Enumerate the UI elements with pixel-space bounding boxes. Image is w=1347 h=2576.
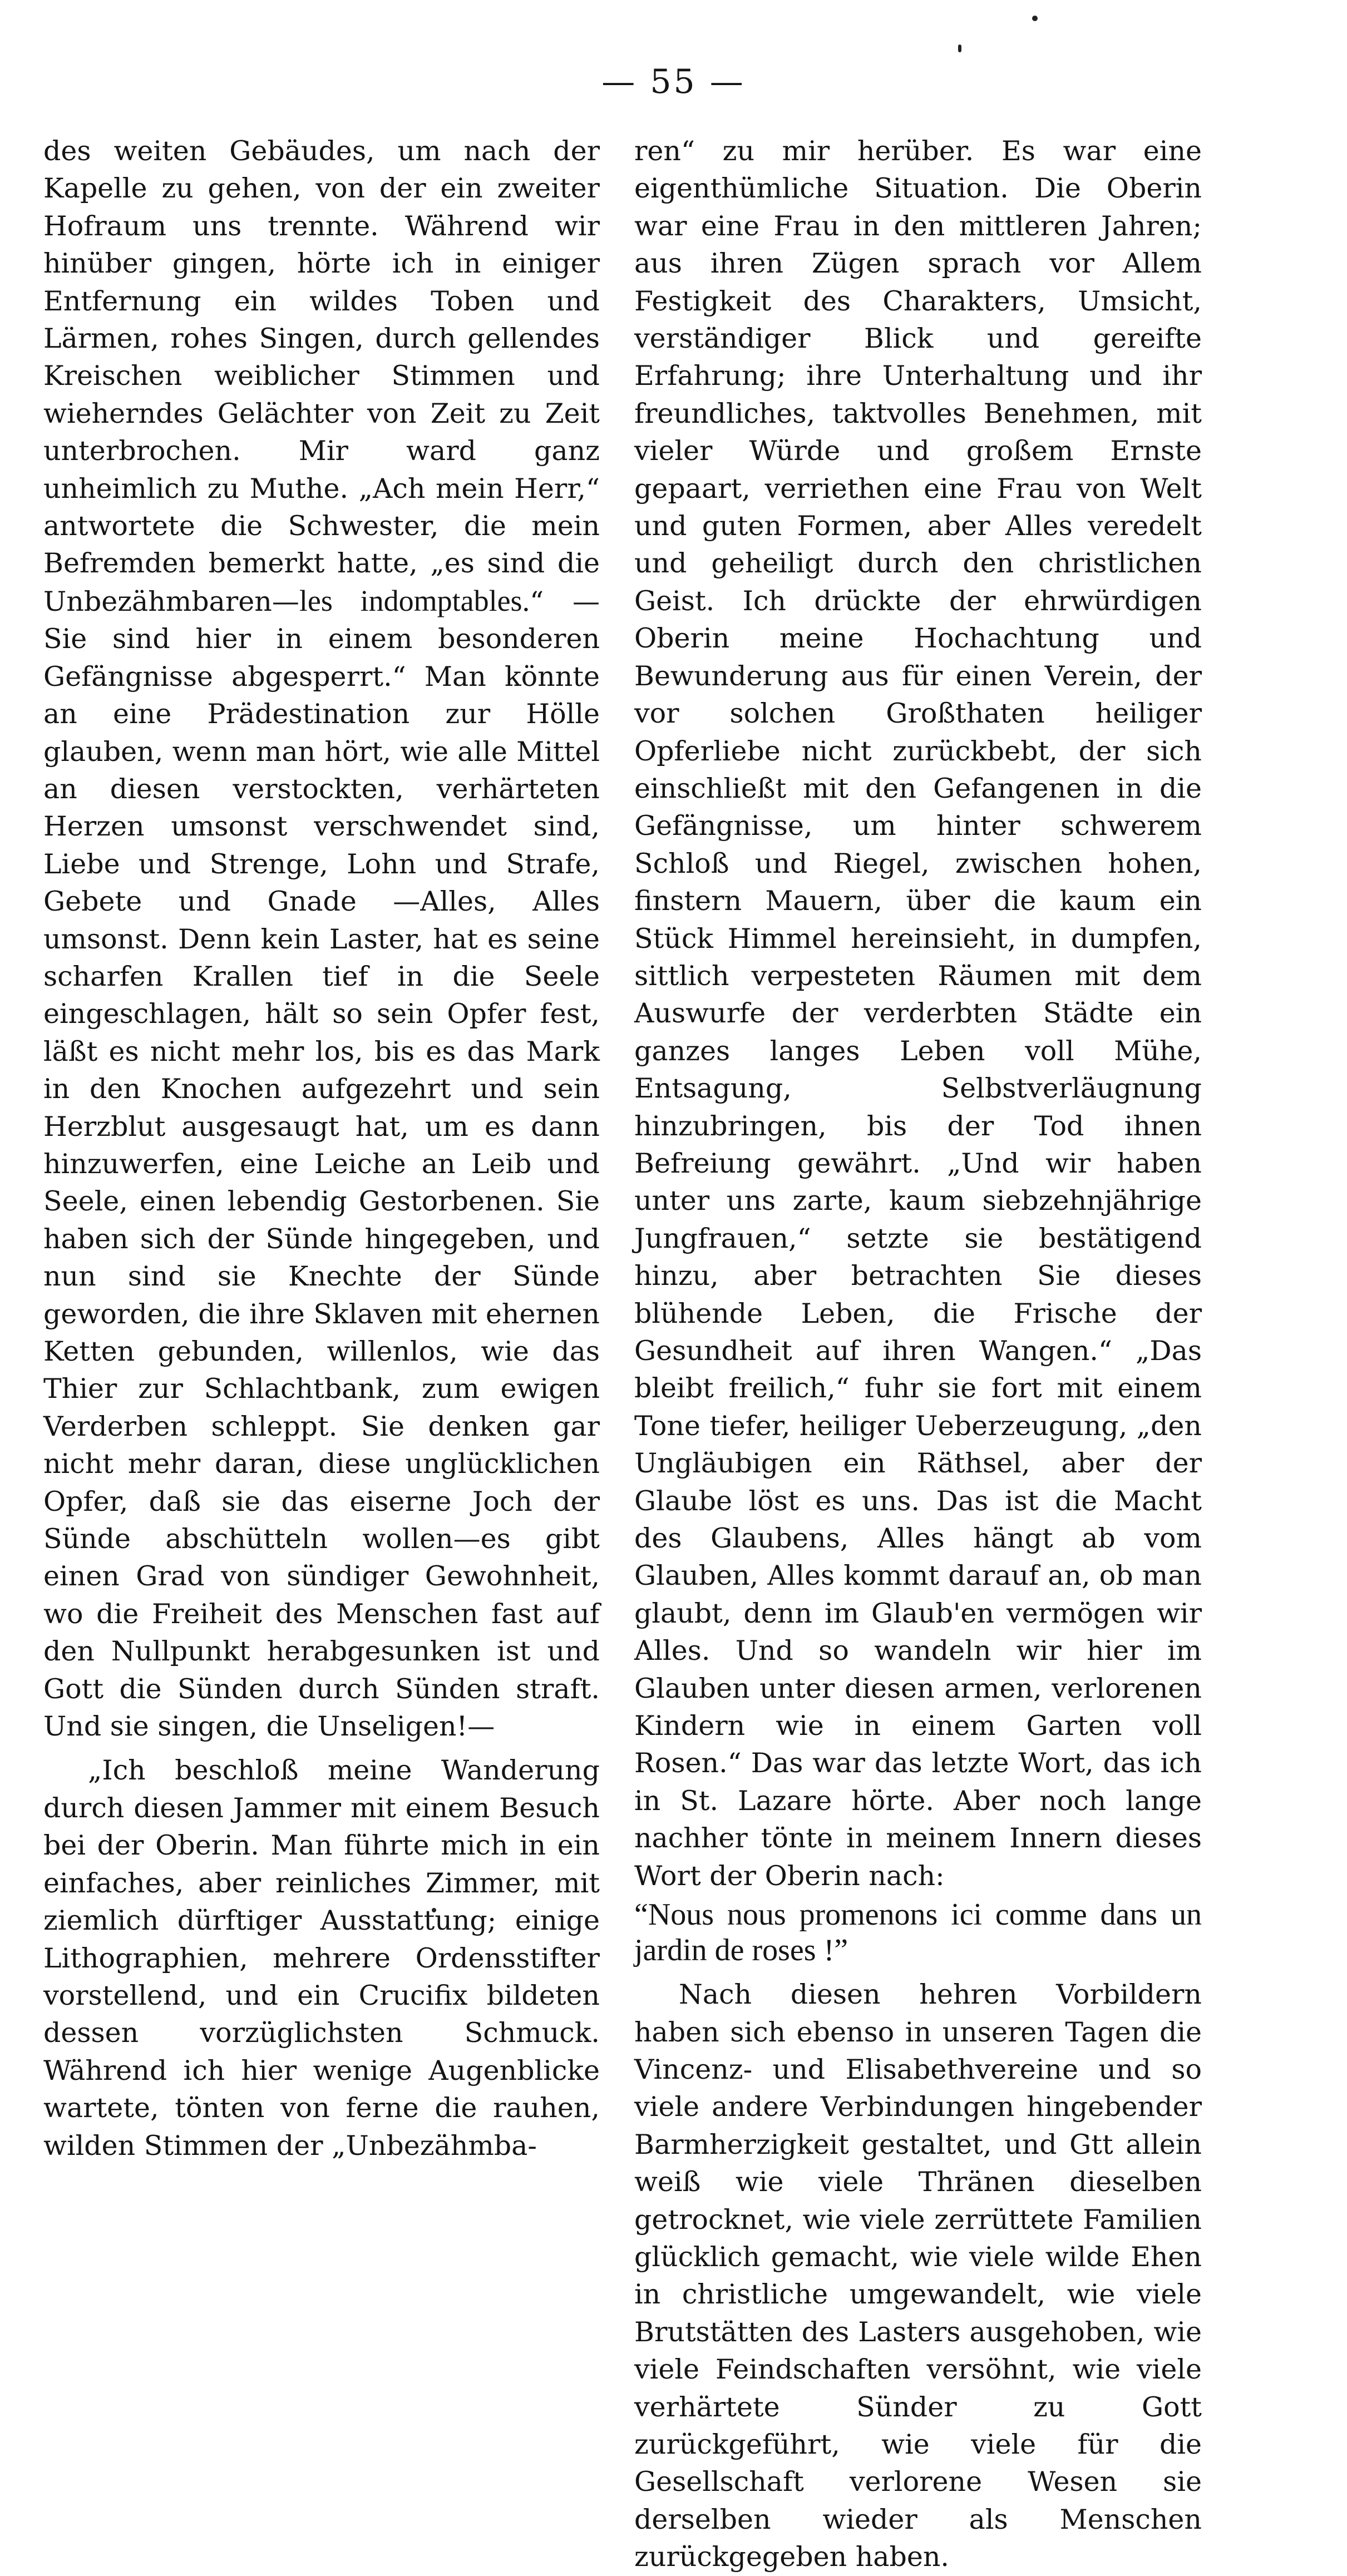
ink-speck <box>1032 16 1038 21</box>
page-number: — 55 — <box>601 62 746 101</box>
left-paragraph-1-continuation: “ — Sie sind hier in einem besonderen Gefängnisse abgesperrt.“ Man könnte an eine Prädestination zur Hölle glauben, wenn man hört, wie alle Mittel an diesen verstockten, verhärteten Herzen umsonst verschwendet sind, Liebe und Strenge, Lohn und Strafe, Gebete und Gnade —Alles, Alles umsonst. Denn kein Laster, hat es seine scharfen Krallen tief in die Seele eingeschlagen, hält so sein Opfer fest, läßt es nicht mehr los, bis es das Mark in den Knochen aufgezehrt und sein Herzblut ausgesaugt hat, um es dann hinzuwerfen, eine Leiche an Leib und Seele, einen lebendig Gestorbenen. Sie haben sich der Sünde hingegeben, und nun sind sie Knechte der Sünde geworden, die ihre Sklaven mit ehernen Ketten gebunden, willenlos, wie das Thier zur Schlachtbank, zum ewigen Verderben schleppt. Sie denken gar nicht mehr daran, diese unglücklichen Opfer, daß sie das eiserne Joch der Sünde abschütteln wollen—es gibt einen Grad von sündiger Gewohnheit, wo die Freiheit des Menschen fast auf den Nullpunkt herabgesunken ist und Gott die Sünden durch Sünden straft. Und sie singen, die Unseligen!— <box>43 585 600 1743</box>
right-paragraph-2: Nach diesen hehren Vorbildern haben sich ebenso in unseren Tagen die Vincenz- und Elisabethvereine und so viele andere Verbindungen hingebender Barmherzigkeit gestaltet, und Gtt allein weiß wie viele Thränen dieselben getrocknet, wie viele zerrüttete Familien glücklich gemacht, wie viele wilde Ehen in christliche umgewandelt, wie viele Brutstätten des Lasters ausgehoben, wie viele Feindschaften versöhnt, wie viele verhärtete Sünder zu Gott zurückgeführt, wie viele für die Gesellschaft verlorene Wesen sie derselben wieder als Menschen zurückgegeben haben. <box>634 1979 1202 2573</box>
french-quote: “Nous nous promenons ici comme dans un jardin de roses !” <box>634 1897 1202 1968</box>
left-paragraph-2: „Ich beschloß meine Wanderung durch diesen Jammer mit einem Besuch bei der Oberin. Man führte mich in ein einfaches, aber reinliches Zimmer, mit ziemlich dürftiger Ausstattung; einige Lithographien, mehrere Ordensstifter vorstellend, und ein Crucifix bildeten dessen vorzüglichsten Schmuck. Während ich hier wenige Augenblicke wartete, tönten von ferne die rauhen, wilden Stimmen der „Unbezähmba- <box>43 1754 600 2162</box>
right-paragraph-1: ren“ zu mir herüber. Es war eine eigenthümliche Situation. Die Oberin war eine Frau in den mittleren Jahren; aus ihren Zügen sprach vor Allem Festigkeit des Charakters, Umsicht, verständiger Blick und gereifte Erfahrung; ihre Unterhaltung und ihr freundliches, taktvolles Benehmen, mit vieler Würde und großem Ernste gepaart, verriethen eine Frau von Welt und guten Formen, aber Alles veredelt und geheiligt durch den christlichen Geist. Ich drückte der ehrwürdigen Oberin meine Hochachtung und Bewunderung aus für einen Verein, der vor solchen Großthaten heiliger Opferliebe nicht zurückbebt, der sich einschließt mit den Gefangenen in die Gefängnisse, um hinter schwerem Schloß und Riegel, zwischen hohen, finstern Mauern, über die kaum ein Stück Himmel hereinsieht, in dumpfen, sittlich verpesteten Räumen mit dem Auswurfe der verderbten Städte ein ganzes langes Leben voll Mühe, Entsagung, Selbstverläugnung hinzubringen, bis der Tod ihnen Befreiung gewährt. „Und wir haben unter uns zarte, kaum siebzehnjährige Jungfrauen,“ setzte sie bestätigend hinzu, aber betrachten Sie dieses blühende Leben, die Frische der Gesundheit auf ihren Wangen.“ „Das bleibt freilich,“ fuhr sie fort mit einem Tone tiefer, heiliger Ueberzeugung, „den Ungläubigen ein Räthsel, aber der Glaube löst es uns. Das ist die Macht des Glaubens, Alles hängt ab vom Glauben, Alles kommt darauf an, ob man glaubt, denn im Glaub'en vermögen wir Alles. Und so wandeln wir hier im Glauben unter diesen armen, verlorenen Kindern wie in einem Garten voll Rosen.“ Das war das letzte Wort, das ich in St. Lazare hörte. Aber noch lange nachher tönte in meinem Innern dieses Wort der Oberin nach: <box>634 135 1202 1892</box>
ink-speck <box>958 45 961 52</box>
left-column <box>43 132 600 2164</box>
antiqua-phrase: les indomptables. <box>299 584 530 617</box>
right-column <box>634 132 1202 2576</box>
left-paragraph-1 <box>43 132 600 1745</box>
left-paragraph-1-text: des weiten Gebäudes, um nach der Kapelle zu gehen, von der ein zweiter Hofraum uns trennte. Während wir hinüber gingen, hörte ich in einiger Entfernung ein wildes Toben und Lärmen, rohes Singen, durch gellendes Kreischen weiblicher Stimmen und wieherndes Gelächter von Zeit zu Zeit unterbrochen. Mir ward ganz unheimlich zu Muthe. „Ach mein Herr,“ antwortete die Schwester, die mein Befremden bemerkt hatte, „es sind die Unbezähmbaren— <box>43 135 600 617</box>
